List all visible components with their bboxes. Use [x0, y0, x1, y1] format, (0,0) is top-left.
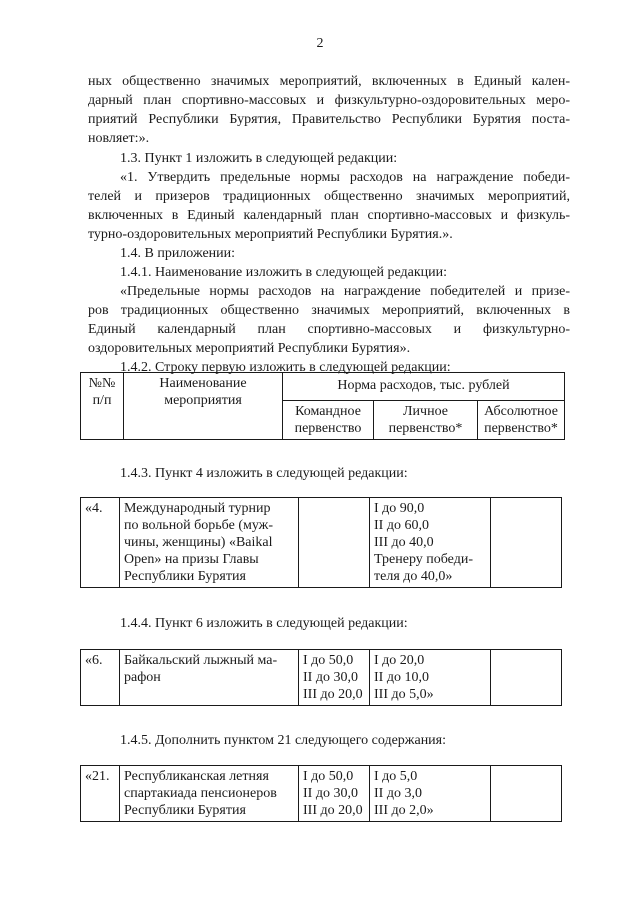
text-line: ных общественно значимых мероприятий, включенных в Единый кален-	[88, 74, 570, 89]
intro-paragraph	[88, 72, 570, 148]
section-1-4-4	[88, 614, 570, 633]
row-absolute	[491, 498, 562, 588]
section-heading: 1.3. Пункт 1 изложить в следующей редакции:	[120, 151, 398, 166]
section-heading: 1.4.1. Наименование изложить в следующей редакции:	[120, 265, 447, 280]
header-name-cell: Наименование мероприятия	[124, 373, 283, 440]
text-line: «1. Утвердить предельные нормы расходов на награждение победи-	[120, 170, 570, 185]
section-heading: 1.4.3. Пункт 4 изложить в следующей редакции:	[120, 466, 408, 481]
row-team: I до 50,0 II до 30,0 III до 20,0	[299, 766, 370, 822]
row-personal: I до 90,0 II до 60,0 III до 40,0 Тренеру победи- теля до 40,0»	[370, 498, 491, 588]
row-number: «6.	[81, 650, 120, 706]
section-heading: 1.4.4. Пункт 6 изложить в следующей редакции:	[120, 616, 408, 631]
text-line: турно-оздоровительных мероприятий Республики Бурятия.».	[88, 227, 453, 242]
row-name: Байкальский лыжный ма- рафон	[120, 650, 299, 706]
row4-table	[80, 497, 562, 588]
text-line: дарный план спортивно-массовых и физкультурно-оздоровительных меро-	[88, 93, 570, 108]
text-line: включенных в Единый календарный план спортивно-массовых и физкуль-	[88, 208, 570, 223]
text-line: новляет:».	[88, 131, 150, 146]
section-heading: 1.4.2. Строку первую изложить в следующей редакции:	[120, 360, 451, 375]
header-norm-cell: Норма расходов, тыс. рублей	[283, 373, 565, 401]
row21-table	[80, 765, 562, 822]
text-line: телей и призеров традиционных общественно значимых мероприятий,	[88, 189, 570, 204]
header-team-cell: Командное первенство	[283, 401, 374, 440]
row-number: «21.	[81, 766, 120, 822]
row-number: «4.	[81, 498, 120, 588]
header-personal-cell: Личное первенство*	[374, 401, 478, 440]
row-team: I до 50,0 II до 30,0 III до 20,0	[299, 650, 370, 706]
section-1-3	[88, 149, 570, 244]
page-number: 2	[316, 36, 324, 51]
row-personal: I до 5,0 II до 3,0 III до 2,0»	[370, 766, 491, 822]
row6-table	[80, 649, 562, 706]
header-absolute-cell: Абсолютное первенство*	[478, 401, 565, 440]
row-personal: I до 20,0 II до 10,0 III до 5,0»	[370, 650, 491, 706]
header-table	[80, 372, 565, 440]
text-line: оздоровительных мероприятий Республики Бурятия».	[88, 341, 411, 356]
row-name: Международный турнир по вольной борьбе (муж- чины, женщины) «Baikal Open» на призы Главы Республики Бурятия	[120, 498, 299, 588]
section-1-4-3	[88, 464, 570, 483]
section-1-4-5	[88, 731, 570, 750]
text-line: ров традиционных общественно значимых мероприятий, включенных в	[88, 303, 570, 318]
header-num-cell: №№ п/п	[81, 373, 124, 440]
text-line: «Предельные нормы расходов на награждение победителей и призе-	[120, 284, 570, 299]
text-line: Единый календарный план спортивно-массовых и физкультурно-	[88, 322, 570, 337]
row-absolute	[491, 650, 562, 706]
section-heading: 1.4. В приложении:	[120, 246, 236, 261]
text-line: приятий Республики Бурятия, Правительство Республики Бурятия поста-	[88, 112, 570, 127]
row-team	[299, 498, 370, 588]
section-heading: 1.4.5. Дополнить пунктом 21 следующего содержания:	[120, 733, 447, 748]
section-1-4	[88, 244, 570, 377]
row-absolute	[491, 766, 562, 822]
row-name: Республиканская летняя спартакиада пенсионеров Республики Бурятия	[120, 766, 299, 822]
